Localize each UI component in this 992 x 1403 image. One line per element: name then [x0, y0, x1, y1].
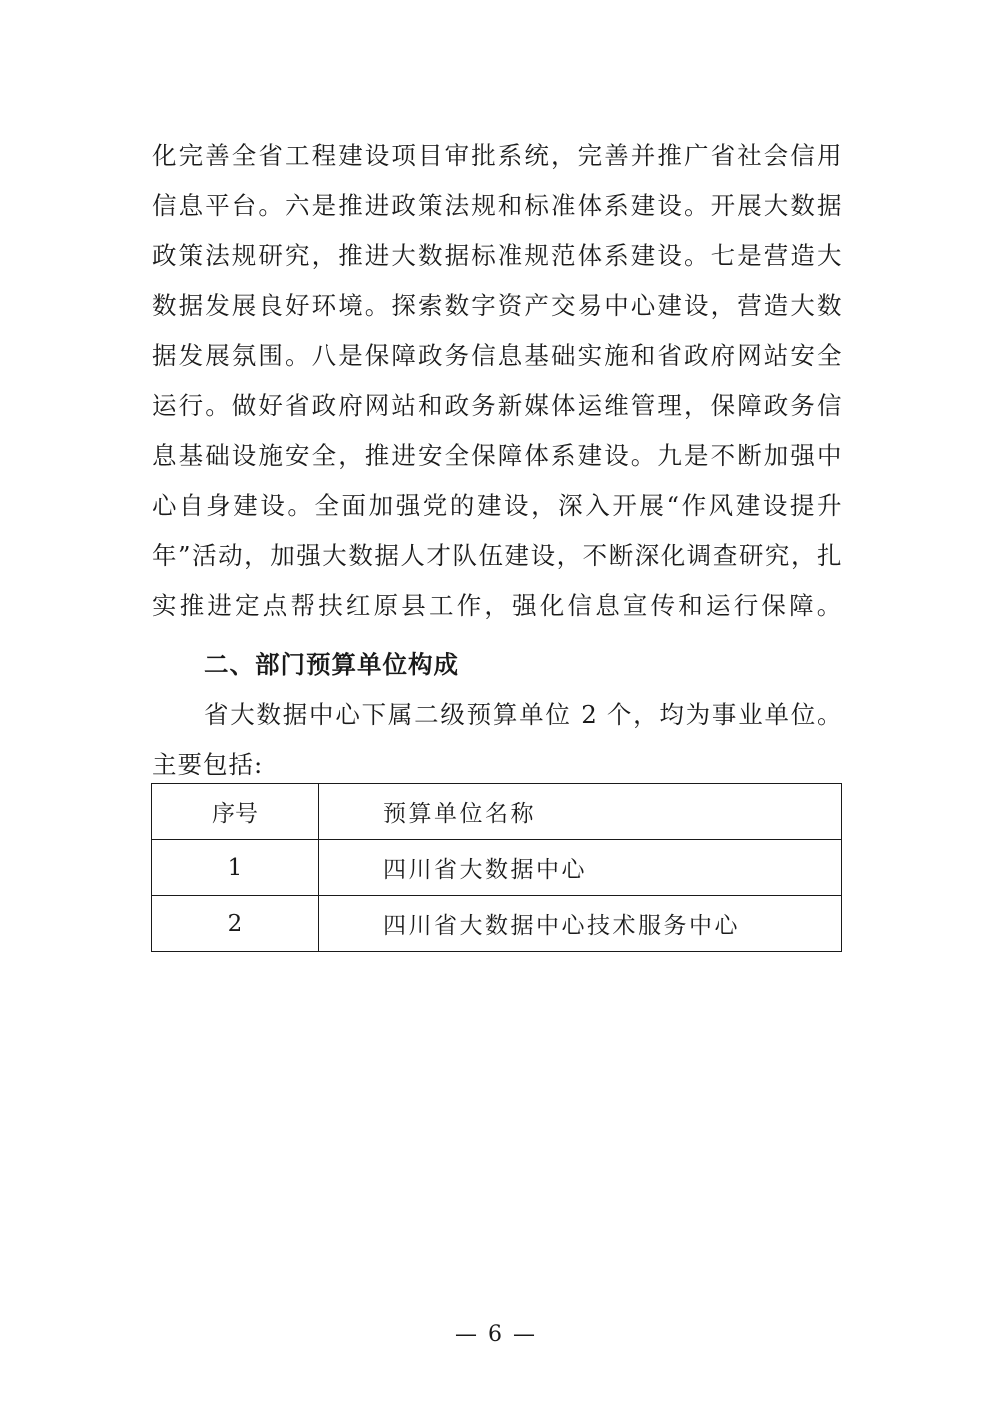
header-index: 序号: [152, 784, 319, 840]
table-row: [152, 896, 842, 952]
cell-unit-name: 四川省大数据中心技术服务中心: [319, 896, 842, 952]
body-paragraph: [152, 131, 845, 631]
intro-paragraph: [152, 690, 842, 790]
cell-index: 1: [152, 840, 319, 896]
body-line: 信息平台。六是推进政策法规和标准体系建设。开展大数据: [152, 191, 842, 220]
body-line: 年”活动，加强大数据人才队伍建设，不断深化调查研究，扎: [152, 541, 842, 570]
page-number: — 6 —: [455, 1322, 537, 1347]
body-line: 据发展氛围。八是保障政务信息基础实施和省政府网站安全: [152, 341, 842, 370]
cell-unit-name: 四川省大数据中心: [319, 840, 842, 896]
table-header-row: [152, 784, 842, 840]
body-line: 政策法规研究，推进大数据标准规范体系建设。七是营造大: [152, 241, 842, 270]
body-line: 运行。做好省政府网站和政务新媒体运维管理，保障政务信: [152, 391, 842, 420]
header-unit-name: 预算单位名称: [319, 784, 842, 840]
intro-line: 省大数据中心下属二级预算单位 2 个，均为事业单位。: [204, 700, 842, 729]
budget-units-table: [151, 783, 842, 952]
section-heading: 二、部门预算单位构成: [204, 650, 459, 679]
body-line: 化完善全省工程建设项目审批系统，完善并推广省社会信用: [152, 141, 842, 170]
body-line: 息基础设施安全，推进安全保障体系建设。九是不断加强中: [152, 441, 842, 470]
body-line: 心自身建设。全面加强党的建设，深入开展“作风建设提升: [152, 491, 842, 520]
body-line: 实推进定点帮扶红原县工作，强化信息宣传和运行保障。: [152, 591, 845, 620]
body-line: 数据发展良好环境。探索数字资产交易中心建设，营造大数: [152, 291, 842, 320]
cell-index: 2: [152, 896, 319, 952]
table-row: [152, 840, 842, 896]
intro-line: 主要包括:: [152, 750, 264, 779]
